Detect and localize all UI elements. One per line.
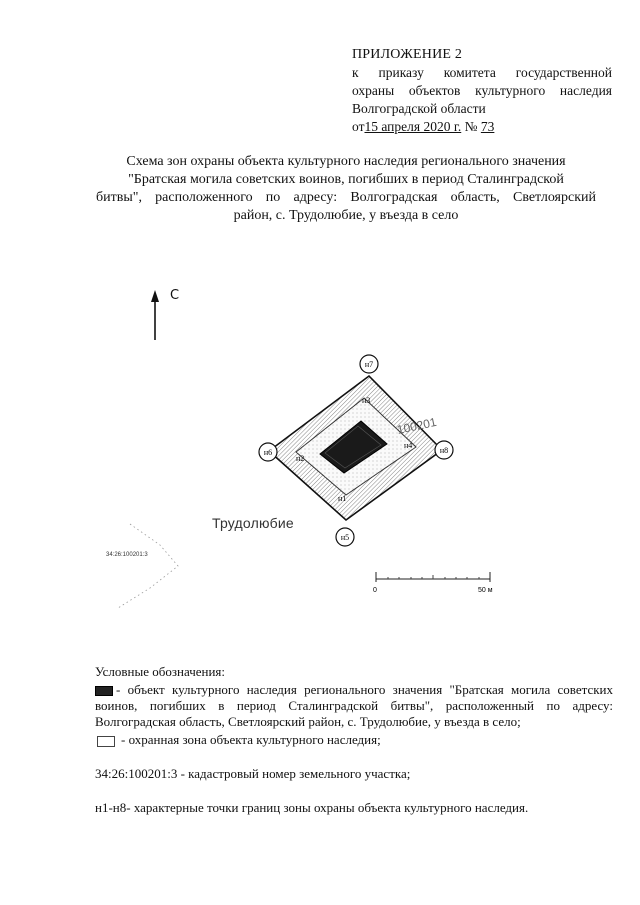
legend-zone-text: - охранная зона объекта культурного наследия; <box>121 732 381 747</box>
scale-start: 0 <box>373 587 377 594</box>
point-n3: н3 <box>362 396 371 405</box>
legend-title: Условные обозначения: <box>95 664 226 679</box>
north-label: С <box>170 288 180 303</box>
scale-end: 50 м <box>478 587 493 594</box>
heading-line-3: битвы", расположенного по адресу: Волгоградская область, Светлоярский <box>96 190 596 205</box>
point-n1: н1 <box>338 494 347 503</box>
heading-line-4: район, с. Трудолюбие, у въезда в село <box>233 208 459 223</box>
scale-bar <box>373 572 493 594</box>
order-date: 15 апреля 2020 г. <box>364 119 462 134</box>
left-parcel-boundary <box>118 524 178 608</box>
point-n4: н4 <box>404 441 413 450</box>
legend-points: н1-н8- характерные точки границ зоны охраны объекта культурного наследия. <box>95 800 529 815</box>
legend-object-text: - объект культурного наследия регионального значения "Братская могила советских воинов, погибших в период Сталинградской битвы", расположенный по адресу: Волгоградская область, Светлоярский район, с. Трудолюбие, у въезда в село; <box>95 682 613 729</box>
legend-cadastral: 34:26:100201:3 - кадастровый номер земельного участка; <box>95 766 411 781</box>
point-n7: н7 <box>364 360 374 369</box>
legend-item-zone <box>95 732 613 748</box>
heritage-object-swatch-icon <box>95 686 113 696</box>
point-n8: н8 <box>439 446 449 455</box>
legend <box>95 664 613 816</box>
heading-line-1: Схема зон охраны объекта культурного наследия регионального значения <box>126 154 566 169</box>
cadastral-block-label: 100201 <box>395 414 438 437</box>
cadastral-number-label: 34:26:100201:3 <box>106 552 148 558</box>
appendix-line-3: Волгоградской области <box>352 101 486 116</box>
point-n5: н5 <box>340 533 350 542</box>
legend-item-object <box>95 682 613 730</box>
order-number: 73 <box>480 119 495 134</box>
number-prefix: № <box>464 119 478 134</box>
protection-zone-swatch-icon <box>97 736 115 747</box>
date-prefix: от <box>352 119 365 134</box>
point-n2: н2 <box>296 454 305 463</box>
village-label: Трудолюбие <box>212 515 294 531</box>
appendix-title: ПРИЛОЖЕНИЕ 2 <box>352 47 463 62</box>
point-n6: н6 <box>263 448 273 457</box>
appendix-line-2: охраны объектов культурного наследия <box>352 83 612 98</box>
heading-line-2: "Братская могила советских воинов, погибших в период Сталинградской <box>128 172 564 187</box>
appendix-line-1: к приказу комитета государственной <box>352 65 612 80</box>
